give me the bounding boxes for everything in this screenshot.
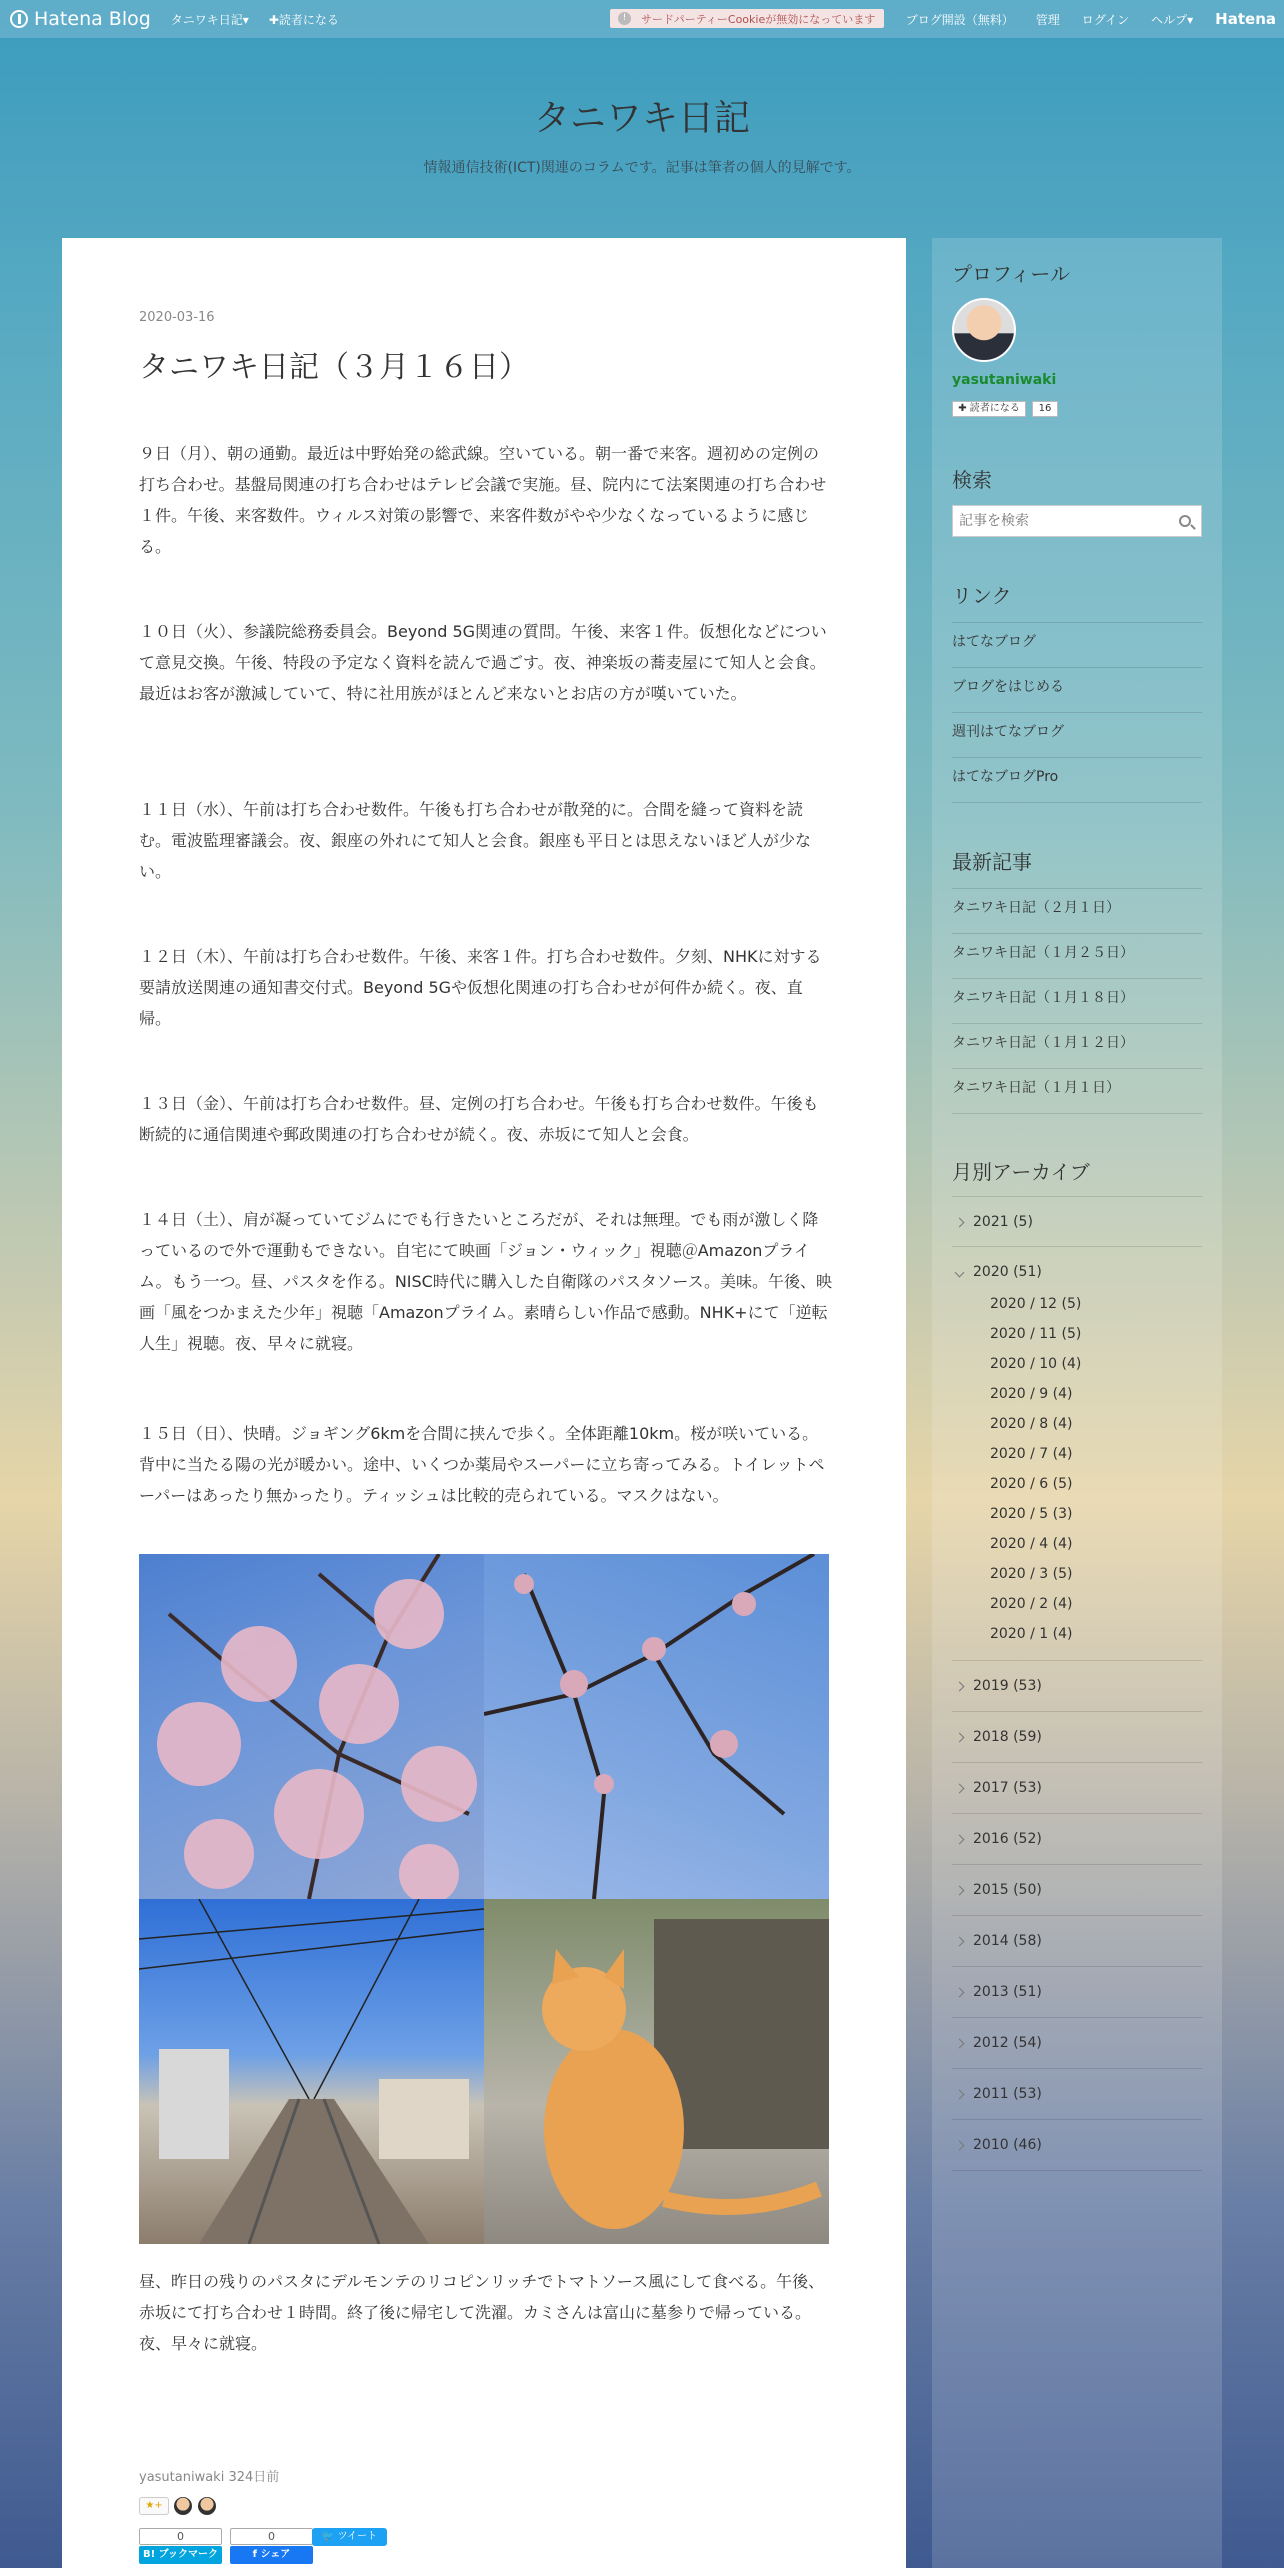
divider bbox=[952, 802, 1202, 803]
brand-name: Hatena Blog bbox=[34, 8, 151, 30]
archive-month-link[interactable]: 2020 / 2 (4) bbox=[990, 1596, 1073, 1612]
archive-month-link[interactable]: 2020 / 8 (4) bbox=[990, 1416, 1073, 1432]
divider bbox=[952, 1864, 1202, 1865]
hatena-bookmark-button[interactable]: B! ブックマーク bbox=[139, 2546, 222, 2564]
photo-collage[interactable] bbox=[139, 1554, 829, 2244]
archive-year-link[interactable] bbox=[952, 1984, 1202, 2000]
archive-month-link[interactable]: 2020 / 11 (5) bbox=[990, 1326, 1082, 1342]
recent-entry-link[interactable]: タニワキ日記（１月１２日） bbox=[952, 1023, 1202, 1068]
link-item[interactable]: 週刊はてなブログ bbox=[952, 712, 1202, 757]
divider bbox=[952, 1915, 1202, 1916]
archive-year-label: 2017 (53) bbox=[973, 1780, 1042, 1796]
railway-photo bbox=[139, 1899, 484, 2244]
archive-year-label: 2013 (51) bbox=[973, 1984, 1042, 2000]
recent-heading: 最新記事 bbox=[952, 850, 1032, 874]
chevron-right-icon bbox=[955, 1218, 965, 1228]
facebook-share-count[interactable]: 0 bbox=[230, 2528, 313, 2545]
archive-month-link[interactable]: 2020 / 5 (3) bbox=[990, 1506, 1073, 1522]
archive-month-link[interactable]: 2020 / 1 (4) bbox=[990, 1626, 1073, 1642]
entry-paragraph: ９日（月）、朝の通勤。最近は中野始発の総武線。空いている。朝一番で来客。週初めの定例の打ち合わせ。基盤局関連の打ち合わせはテレビ会議で実施。昼、院内にて法案関連の打ち合わせ１件。午後、来客数件。ウィルス対策の影響で、来客件数がやや少なくなっているように感じる。 bbox=[139, 444, 827, 556]
facebook-share-button[interactable]: f シェア bbox=[230, 2546, 313, 2564]
info-icon: ! bbox=[618, 12, 631, 25]
hatena-blog-logo[interactable] bbox=[10, 8, 151, 30]
link-item[interactable]: はてなブログ bbox=[952, 622, 1202, 667]
divider bbox=[952, 2170, 1202, 2171]
archive-year-link[interactable] bbox=[952, 1678, 1202, 1694]
entry-paragraph: １３日（金）、午前は打ち合わせ数件。昼、定例の打ち合わせ。午後も打ち合わせ数件。午後も断続的に通信関連や郵政関連の打ち合わせが続く。夜、赤坂にて知人と会食。 bbox=[139, 1094, 819, 1144]
archive-month-link[interactable]: 2020 / 4 (4) bbox=[990, 1536, 1073, 1552]
archive-year-label: 2012 (54) bbox=[973, 2035, 1042, 2051]
entry-paragraph: １０日（火）、参議院総務委員会。Beyond 5G関連の質問。午後、来客１件。仮想化などについて意見交換。午後、特段の予定なく資料を読んで過ごす。夜、神楽坂の蕎麦屋にて知人と会食。最近はお客が激減していて、特に社用族がほとんど来ないとお店の方が嘆いていた。 bbox=[139, 622, 827, 703]
profile-heading: プロフィール bbox=[952, 262, 1070, 286]
sidebar bbox=[932, 238, 1222, 2568]
search-heading: 検索 bbox=[952, 468, 992, 492]
plum-blossom-photo bbox=[484, 1554, 829, 1899]
hatena-link[interactable]: Hatena bbox=[1215, 10, 1276, 28]
chevron-right-icon bbox=[955, 1784, 965, 1794]
search-input[interactable] bbox=[959, 513, 1169, 529]
chevron-right-icon bbox=[955, 2090, 965, 2100]
entry-paragraph: １２日（木）、午前は打ち合わせ数件。午後、来客１件。打ち合わせ数件。夕刻、NHKに対する要請放送関連の通知書交付式。Beyond 5Gや仮想化関連の打ち合わせが何件か続く。夜、直帰。 bbox=[139, 947, 822, 1028]
archive-year-2020[interactable] bbox=[952, 1264, 1202, 1280]
global-header bbox=[0, 0, 1284, 38]
link-item[interactable]: はてなブログPro bbox=[952, 757, 1202, 802]
login-link[interactable]: ログイン bbox=[1081, 12, 1130, 27]
chevron-right-icon bbox=[955, 1835, 965, 1845]
chevron-right-icon bbox=[955, 1988, 965, 1998]
blog-description: 情報通信技術(ICT)関連のコラムです。記事は筆者の個人的見解です。 bbox=[423, 160, 861, 176]
recent-entry-link[interactable]: タニワキ日記（１月１日） bbox=[952, 1068, 1202, 1113]
archive-month-link[interactable]: 2020 / 6 (5) bbox=[990, 1476, 1073, 1492]
divider bbox=[952, 2017, 1202, 2018]
archive-year-link[interactable] bbox=[952, 2035, 1202, 2051]
archive-month-link[interactable]: 2020 / 7 (4) bbox=[990, 1446, 1073, 1462]
divider bbox=[952, 1246, 1202, 1247]
chevron-right-icon bbox=[955, 1937, 965, 1947]
subscriber-count[interactable]: 16 bbox=[1032, 401, 1058, 417]
help-menu-link[interactable]: ヘルプ▾ bbox=[1151, 12, 1194, 27]
star-user-avatar[interactable] bbox=[174, 2497, 192, 2515]
archive-year-label: 2011 (53) bbox=[973, 2086, 1042, 2102]
link-item[interactable]: ブログをはじめる bbox=[952, 667, 1202, 712]
chevron-right-icon bbox=[955, 1886, 965, 1896]
divider bbox=[952, 1813, 1202, 1814]
entry-paragraph: １５日（日）、快晴。ジョギング6kmを合間に挟んで歩く。全体距離10km。桜が咲いている。背中に当たる陽の光が暖かい。途中、いくつか薬局やスーパーに立ち寄ってみる。トイレットペーパーはあったり無かったり。ティッシュは比較的売られている。マスクはない。 bbox=[139, 1424, 825, 1505]
entry-paragraph: １４日（土）、肩が凝っていてジムにでも行きたいところだが、それは無理。でも雨が激しく降っているので外で運動もできない。自宅にて映画「ジョン・ウィック」視聴＠Amazonプライム。もう一つ。昼、パスタを作る。NISC時代に購入した自衛隊のパスタソース。美味。午後、映画「風をつかまえた少年」視聴「Amazonプライム。素晴らしい作品で感動。NHK+にて「逆転人生」視聴。夜、早々に就寝。 bbox=[139, 1210, 833, 1353]
tweet-button[interactable] bbox=[312, 2528, 387, 2546]
archive-year-label: 2020 (51) bbox=[973, 1264, 1042, 1280]
archive-year-link[interactable] bbox=[952, 1729, 1202, 1745]
cat-photo bbox=[484, 1899, 829, 2244]
archive-year-link[interactable] bbox=[952, 2137, 1202, 2153]
open-blog-link[interactable]: ブログ開設（無料） bbox=[905, 12, 1014, 27]
chevron-right-icon bbox=[955, 1733, 965, 1743]
archive-month-link[interactable]: 2020 / 10 (4) bbox=[990, 1356, 1082, 1372]
cookie-notice-text: サードパーティーCookieが無効になっています bbox=[641, 12, 876, 26]
divider bbox=[952, 1711, 1202, 1712]
twitter-bird-icon: 🐦 bbox=[321, 2531, 335, 2542]
recent-entry-link[interactable]: タニワキ日記（２月１日） bbox=[952, 888, 1202, 933]
divider bbox=[952, 1966, 1202, 1967]
archive-year-label: 2018 (59) bbox=[973, 1729, 1042, 1745]
entry-date[interactable]: 2020-03-16 bbox=[139, 310, 215, 325]
entry-article bbox=[62, 238, 906, 2568]
cherry-blossom-photo bbox=[139, 1554, 484, 1899]
profile-avatar[interactable] bbox=[952, 298, 1016, 362]
archive-year-label: 2014 (58) bbox=[973, 1933, 1042, 1949]
archive-year-2021[interactable] bbox=[952, 1214, 1202, 1230]
archive-month-link[interactable]: 2020 / 12 (5) bbox=[990, 1296, 1082, 1312]
chevron-right-icon bbox=[955, 2141, 965, 2151]
archive-heading: 月別アーカイブ bbox=[952, 1160, 1090, 1184]
add-star-button[interactable]: ★+ bbox=[139, 2497, 169, 2515]
search-icon[interactable] bbox=[1179, 515, 1191, 527]
blog-menu-link[interactable]: タニワキ日記▾ bbox=[170, 12, 249, 27]
entry-paragraph: １１日（水）、午前は打ち合わせ数件。午後も打ち合わせが散発的に。合間を縫って資料を読む。電波監理審議会。夜、銀座の外れにて知人と会食。銀座も平日とは思えないほど人が少ない。 bbox=[139, 800, 812, 881]
divider bbox=[952, 1762, 1202, 1763]
blog-title[interactable]: タニワキ日記 bbox=[533, 98, 750, 139]
search-box bbox=[952, 505, 1202, 537]
cookie-notice[interactable] bbox=[610, 9, 884, 28]
entry-paragraph: 昼、昨日の残りのパスタにデルモンテのリコピンリッチでトマトソース風にして食べる。午後、赤坂にて打ち合わせ１時間。終了後に帰宅して洗濯。カミさんは富山に墓参りで帰っている。夜、早々に就寝。 bbox=[139, 2272, 825, 2353]
archive-year-label: 2015 (50) bbox=[973, 1882, 1042, 1898]
subscribe-button[interactable]: ✚ 読者になる bbox=[952, 401, 1026, 417]
divider bbox=[952, 2068, 1202, 2069]
hatena-logo-icon bbox=[10, 10, 28, 28]
archive-year-link[interactable] bbox=[952, 1780, 1202, 1796]
recent-entry-link[interactable]: タニワキ日記（１月２５日） bbox=[952, 933, 1202, 978]
archive-year-label: 2010 (46) bbox=[973, 2137, 1042, 2153]
archive-year-label: 2016 (52) bbox=[973, 1831, 1042, 1847]
archive-year-label: 2021 (5) bbox=[973, 1214, 1033, 1230]
divider bbox=[952, 1113, 1202, 1114]
entry-author-date[interactable]: yasutaniwaki 324日前 bbox=[139, 2470, 280, 2485]
star-user-avatar[interactable] bbox=[198, 2497, 216, 2515]
archive-year-link[interactable] bbox=[952, 1933, 1202, 1949]
archive-month-link[interactable]: 2020 / 3 (5) bbox=[990, 1566, 1073, 1582]
archive-month-link[interactable]: 2020 / 9 (4) bbox=[990, 1386, 1073, 1402]
manage-link[interactable]: 管理 bbox=[1035, 12, 1060, 27]
chevron-right-icon bbox=[955, 1682, 965, 1692]
divider bbox=[952, 1660, 1202, 1661]
archive-year-link[interactable] bbox=[952, 1882, 1202, 1898]
archive-year-link[interactable] bbox=[952, 1831, 1202, 1847]
entry-title[interactable]: タニワキ日記（３月１６日） bbox=[139, 350, 529, 385]
tweet-label: ツイート bbox=[337, 2531, 378, 2542]
recent-entry-link[interactable]: タニワキ日記（１月１８日） bbox=[952, 978, 1202, 1023]
divider bbox=[952, 2119, 1202, 2120]
subscribe-link[interactable]: ✚読者になる bbox=[268, 12, 339, 27]
archive-year-link[interactable] bbox=[952, 2086, 1202, 2102]
profile-name[interactable]: yasutaniwaki bbox=[952, 372, 1057, 388]
chevron-right-icon bbox=[955, 2039, 965, 2049]
bookmark-count[interactable]: 0 bbox=[139, 2528, 222, 2545]
archive-year-label: 2019 (53) bbox=[973, 1678, 1042, 1694]
links-heading: リンク bbox=[952, 584, 1012, 608]
global-header-right bbox=[884, 0, 1276, 38]
chevron-down-icon bbox=[955, 1268, 965, 1278]
divider bbox=[952, 1196, 1202, 1197]
